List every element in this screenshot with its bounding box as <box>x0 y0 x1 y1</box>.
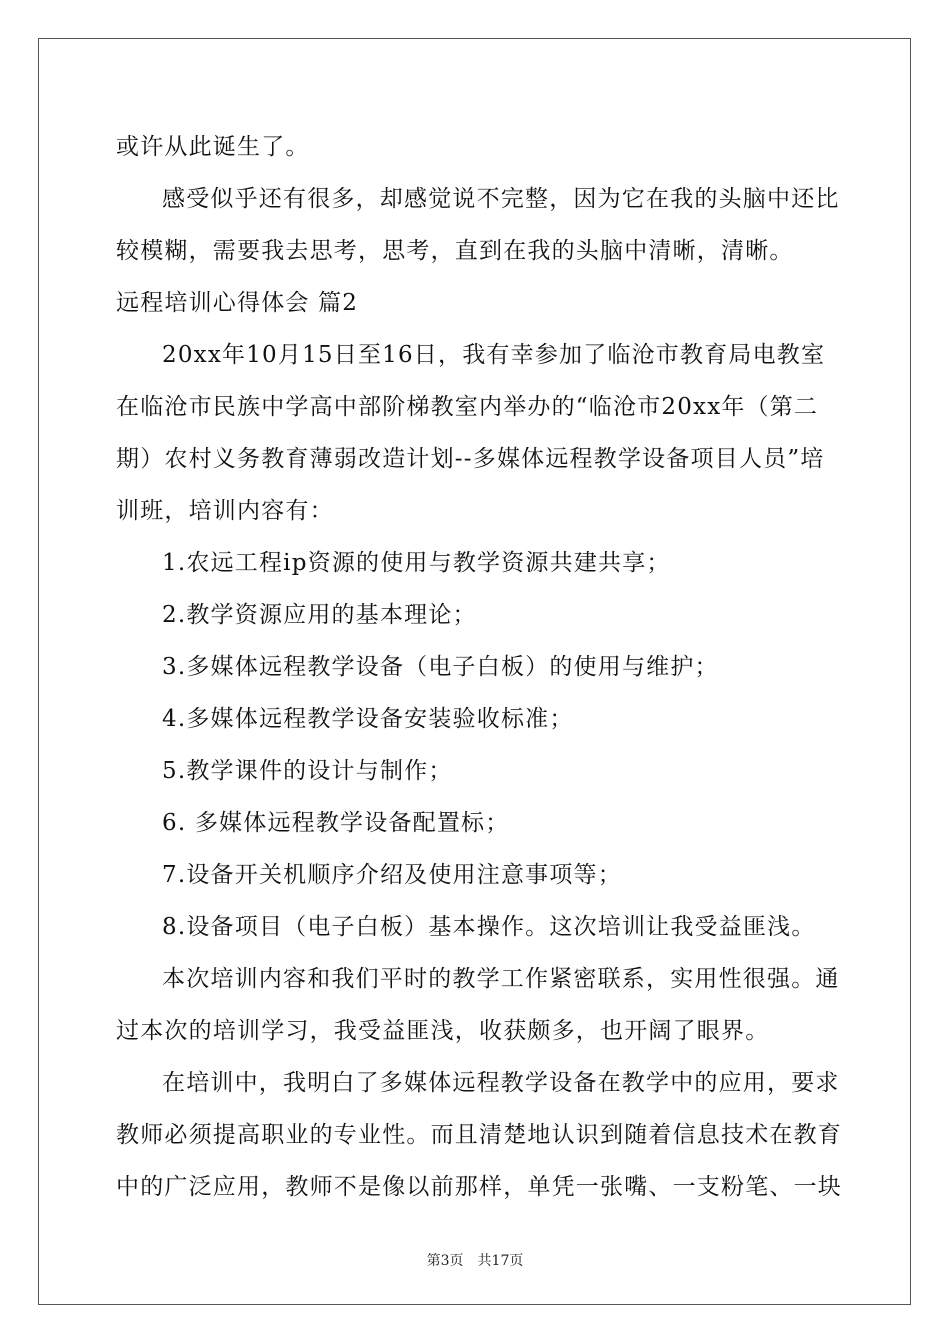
list-item: 1.农远工程ip资源的使用与教学资源共建共享； <box>162 550 671 576</box>
list-item: 2.教学资源应用的基本理论； <box>162 602 477 628</box>
text-line: 教师必须提高职业的专业性。而且清楚地认识到随着信息技术在教育 <box>116 1122 842 1148</box>
list-item: 8.设备项目（电子白板）基本操作。这次培训让我受益匪浅。 <box>162 914 816 940</box>
text-line: 中的广泛应用，教师不是像以前那样，单凭一张嘴、一支粉笔、一块 <box>116 1174 842 1200</box>
list-item: 6. 多媒体远程教学设备配置标； <box>162 810 510 836</box>
list-item: 5.教学课件的设计与制作； <box>162 758 453 784</box>
list-item: 3.多媒体远程教学设备（电子白板）的使用与维护； <box>162 654 719 680</box>
section-heading: 远程培训心得体会 篇2 <box>116 290 359 316</box>
text-line: 期）农村义务教育薄弱改造计划--多媒体远程教学设备项目人员”培 <box>116 446 825 472</box>
page-total: 共17页 <box>477 1253 524 1269</box>
text-line: 训班，培训内容有： <box>116 498 334 524</box>
list-item: 7.设备开关机顺序介绍及使用注意事项等； <box>162 862 622 888</box>
text-line: 在培训中，我明白了多媒体远程教学设备在教学中的应用，要求 <box>162 1070 840 1096</box>
text-line: 本次培训内容和我们平时的教学工作紧密联系，实用性很强。通 <box>162 966 840 992</box>
text-line: 较模糊，需要我去思考，思考，直到在我的头脑中清晰，清晰。 <box>116 238 794 264</box>
text-line: 过本次的培训学习，我受益匪浅，收获颇多，也开阔了眼界。 <box>116 1018 770 1044</box>
text-line: 在临沧市民族中学高中部阶梯教室内举办的“临沧市20xx年（第二 <box>116 394 819 420</box>
document-body <box>116 121 842 1213</box>
text-line: 或许从此诞生了。 <box>116 134 310 160</box>
text-line: 感受似乎还有很多，却感觉说不完整，因为它在我的头脑中还比 <box>162 186 840 212</box>
page-footer <box>0 1250 950 1270</box>
page-number: 第3页 <box>426 1253 464 1269</box>
text-line: 20xx年10月15日至16日，我有幸参加了临沧市教育局电教室 <box>162 342 826 368</box>
list-item: 4.多媒体远程教学设备安装验收标准； <box>162 706 574 732</box>
